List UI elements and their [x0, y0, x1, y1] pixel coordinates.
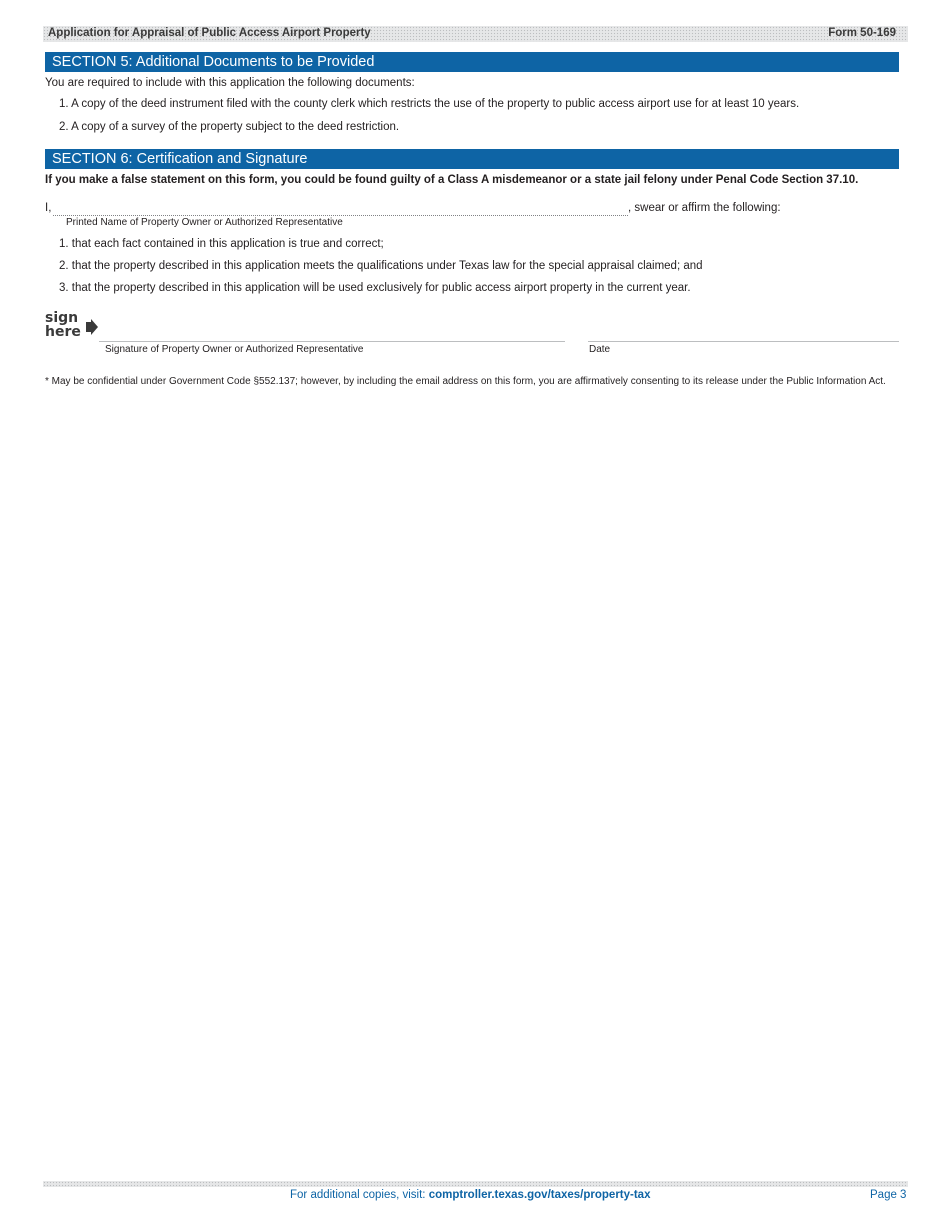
form-title: Application for Appraisal of Public Access Airport Property: [48, 27, 371, 39]
sign-here-marker: [45, 311, 101, 345]
arrow-right-icon: [86, 319, 98, 335]
section5-item-1: 1. A copy of the deed instrument filed with the county clerk which restricts the use of the property to public access airport use for at least 10 years.: [59, 98, 800, 110]
printed-name-field[interactable]: [53, 215, 628, 216]
penalty-warning: If you make a false statement on this form, you could be found guilty of a Class A misdemeanor or a state jail felony under Penal Code Section 37.10.: [45, 174, 859, 186]
printed-name-caption: Printed Name of Property Owner or Authorized Representative: [66, 217, 343, 228]
comptroller-link[interactable]: comptroller.texas.gov/taxes/property-tax: [428, 1189, 651, 1201]
section5-item-2: 2. A copy of a survey of the property subject to the deed restriction.: [59, 121, 400, 133]
certify-item-3: 3. that the property described in this application will be used exclusively for public access airport property in the current year.: [59, 282, 691, 294]
form-number: Form 50-169: [828, 27, 896, 39]
footer-copies: [290, 1189, 650, 1201]
page-number: Page 3: [870, 1189, 907, 1201]
i-prefix: I,: [45, 202, 52, 214]
footer-copies-text: For additional copies, visit:: [290, 1189, 429, 1201]
section6-heading: SECTION 6: Certification and Signature: [45, 149, 899, 169]
signature-caption: Signature of Property Owner or Authorized Representative: [105, 344, 364, 355]
page-header: [43, 26, 908, 42]
certify-item-1: 1. that each fact contained in this application is true and correct;: [59, 238, 384, 250]
swear-suffix: , swear or affirm the following:: [628, 202, 781, 214]
sign-here-line2: here: [45, 324, 81, 340]
footer-band: [43, 1181, 908, 1187]
date-caption: Date: [589, 344, 611, 355]
signature-field[interactable]: [99, 341, 565, 342]
certify-item-2: 2. that the property described in this application meets the qualifications under Texas law for the special appraisal claimed; and: [59, 260, 703, 272]
date-field[interactable]: [588, 341, 899, 342]
section5-heading: SECTION 5: Additional Documents to be Provided: [45, 52, 899, 72]
confidentiality-footnote: * May be confidential under Government Code §552.137; however, by including the email address on this form, you are affirmatively consenting to its release under the Public Information Act.: [45, 376, 886, 387]
sign-here-line1: sign: [45, 310, 79, 326]
section5-intro: You are required to include with this application the following documents:: [45, 77, 415, 89]
